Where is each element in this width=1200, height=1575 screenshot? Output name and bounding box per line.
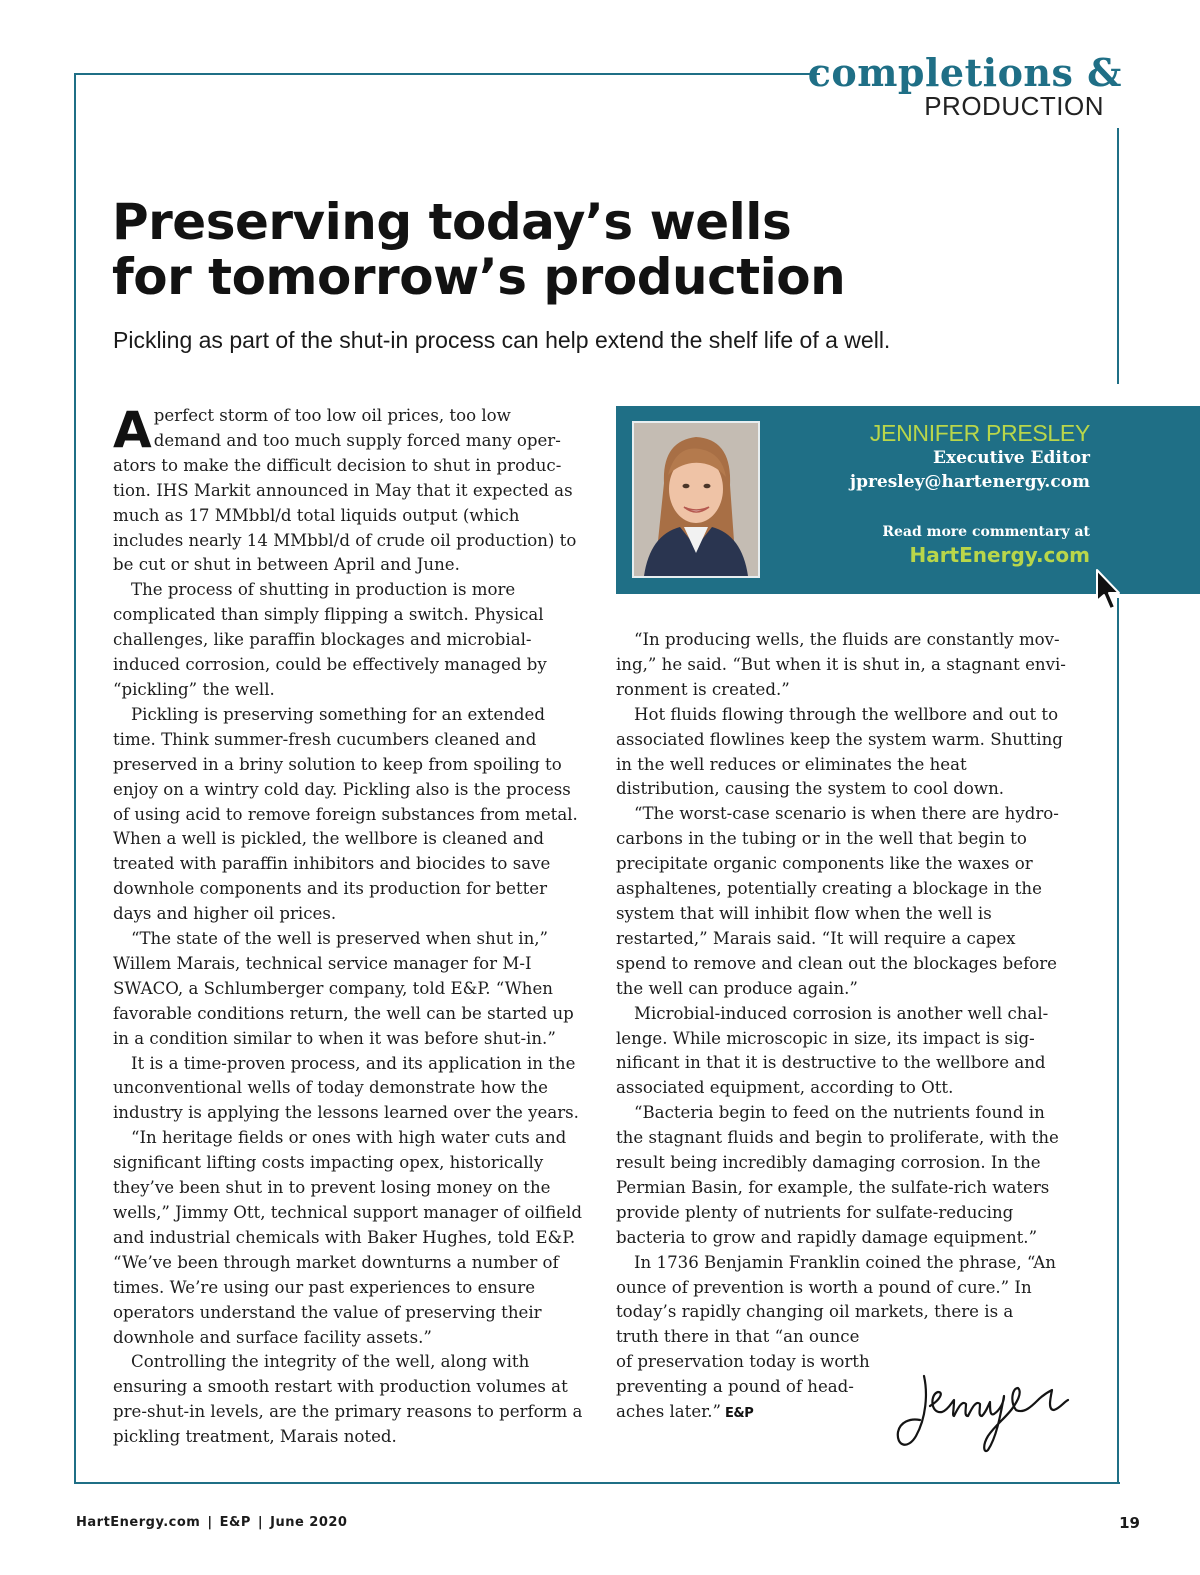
- article-paragraph: “The worst-case scenario is when there are hydrocarbons in the tubing or in the well that begin to precipitate organic components like the waxes or asphaltenes, potentially creating a blockage in the system that will inhibit flow when the well is restarted,” Marais said. “It will require a capex spend to remove and clean out the blockages before the well can produce again.”: [616, 804, 1059, 998]
- author-portrait-image: [634, 423, 758, 576]
- drop-cap: A: [113, 401, 152, 459]
- article-paragraph: [113, 401, 583, 578]
- frame-rule-bottom: [74, 1482, 1120, 1484]
- author-title: Executive Editor: [933, 448, 1090, 468]
- author-name: JENNIFER PRESLEY: [869, 420, 1090, 446]
- site-link[interactable]: HartEnergy.com: [909, 543, 1090, 567]
- read-more-label: Read more commentary at: [882, 524, 1090, 540]
- author-photo: [632, 421, 760, 578]
- headline-line-2: for tomorrow’s production: [112, 248, 846, 306]
- closing-line: truth there in that “an ounce: [616, 1327, 860, 1347]
- article-column-left: [113, 401, 583, 1450]
- author-email-link[interactable]: jpresley@hartenergy.com: [849, 472, 1090, 492]
- footer-separator: |: [257, 1515, 264, 1530]
- article-paragraph: In 1736 Benjamin Franklin coined the phrase, “An ounce of prevention is worth a pound of cure.” In today’s rapidly changing oil markets, there is a: [616, 1252, 1056, 1322]
- frame-rule-top: [74, 73, 820, 75]
- closing-line: preventing a pound of head-: [616, 1377, 854, 1397]
- section-sublabel: PRODUCTION: [924, 91, 1104, 121]
- closing-line: of preservation today is worth: [616, 1352, 870, 1372]
- article-headline: [112, 195, 1012, 305]
- article-paragraph: It is a time-proven process, and its application in the unconventional wells of today demonstrate how the industry is applying the lessons learned over the years.: [113, 1053, 579, 1123]
- article-paragraph: “Bacteria begin to feed on the nutrients found in the stagnant fluids and begin to proliferate, with the result being incredibly damaging corrosion. In the Permian Basin, for example, the sulfate-rich waters provide plenty of nutrients for sulfate-reducing bacteria to grow and rapidly damage equipment.”: [616, 1103, 1059, 1247]
- article-deck: Pickling as part of the shut-in process can help extend the shelf life of a well.: [113, 327, 891, 353]
- article-paragraph: Hot fluids flowing through the wellbore and out to associated flowlines keep the system warm. Shutting in the well reduces or eliminates the heat distribution, causing the system to cool down.: [616, 704, 1063, 799]
- mouse-pointer-icon: [1094, 568, 1124, 622]
- article-paragraph: Controlling the integrity of the well, along with ensuring a smooth restart with production volumes at pre-shut-in levels, are the primary reasons to perform a pickling treatment, Marais noted.: [113, 1352, 583, 1447]
- footer-publication: E&P: [219, 1515, 251, 1530]
- frame-rule-right-upper: [1117, 128, 1119, 384]
- closing-line-text: aches later.”: [616, 1402, 722, 1422]
- footer-site: HartEnergy.com: [76, 1515, 201, 1530]
- section-label: completions &: [807, 50, 1122, 95]
- article-column-right: [616, 628, 1066, 1427]
- article-paragraph: “In heritage fields or ones with high water cuts and significant lifting costs impacting opex, historically they’ve been shut in to prevent losing money on the wells,” Jimmy Ott, technical support manager of oilfield and industrial chemicals with Baker Hughes, told E&P. “We’ve been through market downturns a number of times. We’re using our past experiences to ensure operators understand the value of preserving their downhole and surface facility assets.”: [113, 1128, 582, 1347]
- article-paragraph: Microbial-induced corrosion is another well challenge. While microscopic in size, its impact is significant in that it is destructive to the wellbore and associated equipment, according to Ott.: [616, 1003, 1049, 1098]
- author-signature: [892, 1366, 1072, 1460]
- article-paragraph: The process of shutting in production is more complicated than simply flipping a switch. Physical challenges, like paraffin blockages and microbial-induced corrosion, could be effectively managed by “pickling” the well.: [113, 580, 547, 699]
- end-mark-logo: E&P: [725, 1406, 754, 1422]
- paragraph-text: perfect storm of too low oil prices, too low demand and too much supply forced many operators to make the difficult decision to shut in production. IHS Markit announced in May that it expected as much as 17 MMbbl/d total liquids output (which includes nearly 14 MMbbl/d of crude oil production) to be cut or shut in between April and June.: [113, 406, 577, 575]
- article-paragraph: “The state of the well is preserved when shut in,” Willem Marais, technical service manager for M-I SWACO, a Schlumberger company, told E&P. “When favorable conditions return, the well can be started up in a condition similar to when it was before shut-in.”: [113, 929, 574, 1048]
- footer-separator: |: [207, 1515, 213, 1530]
- page-number: 19: [1119, 1514, 1140, 1532]
- frame-rule-left: [74, 73, 76, 1484]
- footer-date: June 2020: [270, 1515, 348, 1530]
- headline-line-1: Preserving today’s wells: [112, 193, 792, 251]
- article-paragraph: Pickling is preserving something for an extended time. Think summer-fresh cucumbers cleaned and preserved in a briny solution to keep from spoiling to enjoy on a wintry cold day. Pickling also is the process of using acid to remove foreign substances from metal. When a well is pickled, the wellbore is cleaned and treated with paraffin inhibitors and biocides to save downhole components and its production for better days and higher oil prices.: [113, 704, 578, 924]
- page-footer: [76, 1515, 347, 1530]
- article-paragraph: “In producing wells, the fluids are constantly moving,” he said. “But when it is shut in, a stagnant environment is created.”: [616, 630, 1066, 699]
- frame-rule-right-lower: [1117, 598, 1119, 1484]
